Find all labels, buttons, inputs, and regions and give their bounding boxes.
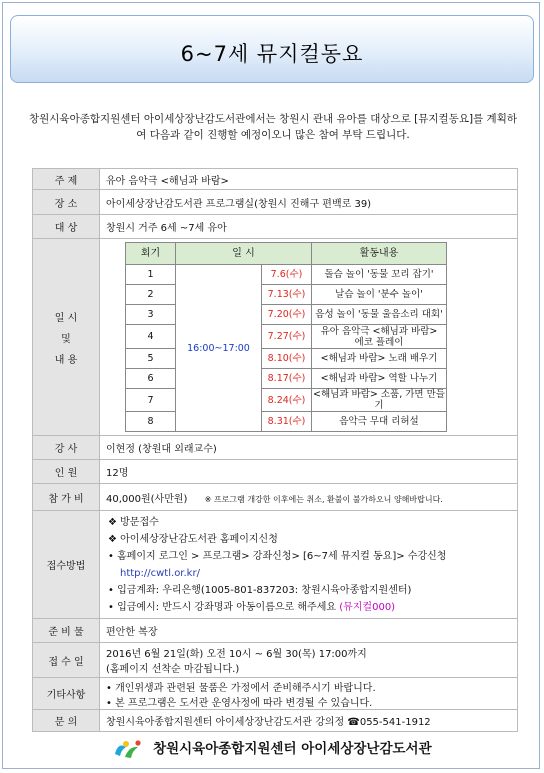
row-target bbox=[33, 215, 518, 239]
schedule-label-2: 및 bbox=[61, 333, 71, 345]
session-date: 8.24(수) bbox=[262, 389, 312, 412]
apply-url-link[interactable]: http://cwtl.or.kr/ bbox=[120, 567, 200, 579]
session-no: 7 bbox=[126, 389, 176, 412]
row-apply bbox=[33, 511, 518, 619]
row-schedule bbox=[33, 239, 518, 436]
session-row bbox=[126, 349, 447, 369]
prep-value: 편안한 복장 bbox=[100, 619, 518, 643]
apply-item-visit: ❖ 방문접수 bbox=[108, 516, 159, 528]
session-no: 4 bbox=[126, 325, 176, 349]
session-no: 1 bbox=[126, 265, 176, 285]
topic-label: 주 제 bbox=[33, 169, 100, 190]
page-title: 6~7세 뮤지컬동요 bbox=[180, 42, 364, 66]
date-line1: 2016년 6월 21일(화) 오전 10시 ~ 6월 30(목) 17:00까지 bbox=[106, 649, 367, 660]
session-activity: 날슴 놀이 '분수 놀이' bbox=[312, 285, 447, 305]
etc-line2: • 본 프로그램은 도서관 운영사정에 따라 변경될 수 있습니다. bbox=[106, 697, 373, 709]
capacity-label: 인 원 bbox=[33, 460, 100, 484]
session-row bbox=[126, 305, 447, 325]
row-contact bbox=[33, 710, 518, 732]
session-activity: <해님과 바람> 역할 나누기 bbox=[312, 369, 447, 389]
center-logo-icon bbox=[112, 738, 144, 760]
contact-label: 문 의 bbox=[33, 710, 100, 732]
header-activity: 활동내용 bbox=[312, 243, 447, 265]
session-activity: <해님과 바람> 소품, 가면 만들기 bbox=[313, 389, 445, 411]
etc-label: 기타사항 bbox=[33, 678, 100, 710]
footer bbox=[0, 737, 544, 760]
prep-label: 준 비 물 bbox=[33, 619, 100, 643]
session-row bbox=[126, 265, 447, 285]
row-etc bbox=[33, 678, 518, 710]
etc-value bbox=[100, 678, 518, 710]
session-activity-line2: 에코 플레이 bbox=[354, 336, 404, 348]
intro-text: 창원시육아종합지원센터 아이세상장난감도서관에서는 창원시 관내 유아를 대상으로 [뮤지컬동요]를 계획하여 다음과 같이 진행할 예정이오니 많은 참여 부탁 드립니다. bbox=[29, 113, 517, 141]
schedule-label bbox=[33, 239, 100, 436]
schedule-cell bbox=[100, 239, 518, 436]
instructor-value: 이현정 (창원대 외래교수) bbox=[100, 436, 518, 460]
session-activity: 돌슴 놀이 '동물 꼬리 잡기' bbox=[312, 265, 447, 285]
session-date: 7.6(수) bbox=[262, 265, 312, 285]
fee-amount: 40,000원(사만원) bbox=[106, 493, 188, 505]
apply-example bbox=[108, 599, 511, 616]
session-no: 8 bbox=[126, 412, 176, 432]
apply-item-homepage: ❖ 아이세상장난감도서관 홈페이지신청 bbox=[108, 533, 278, 545]
fee-label: 참 가 비 bbox=[33, 484, 100, 511]
fee-note: ※ 프로그램 개강한 이후에는 취소, 환불이 불가하오니 양해바랍니다. bbox=[204, 494, 443, 504]
footer-text: 창원시육아종합지원센터 아이세상장난감도서관 bbox=[153, 741, 432, 757]
session-no: 2 bbox=[126, 285, 176, 305]
row-prep bbox=[33, 619, 518, 643]
session-date: 8.31(수) bbox=[262, 412, 312, 432]
session-row bbox=[126, 325, 447, 349]
apply-label: 접수방법 bbox=[33, 511, 100, 619]
session-activity bbox=[312, 325, 447, 349]
schedule-table bbox=[125, 242, 447, 432]
session-date: 8.17(수) bbox=[262, 369, 312, 389]
session-time: 16:00~17:00 bbox=[176, 265, 262, 432]
etc-line1: • 개인위생과 관련된 물품은 가정에서 준비해주시기 바랍니다. bbox=[106, 682, 376, 694]
session-date: 7.27(수) bbox=[262, 325, 312, 349]
schedule-label-1: 일 시 bbox=[54, 312, 78, 324]
row-date bbox=[33, 643, 518, 678]
session-date: 7.13(수) bbox=[262, 285, 312, 305]
session-no: 3 bbox=[126, 305, 176, 325]
place-value: 아이세상장난감도서관 프로그램실(창원시 진해구 편백로 39) bbox=[100, 190, 518, 215]
date-label: 접 수 일 bbox=[33, 643, 100, 678]
session-row bbox=[126, 389, 447, 412]
header-datetime: 일 시 bbox=[176, 243, 312, 265]
session-row bbox=[126, 285, 447, 305]
apply-example-colored: (뮤지컬000) bbox=[336, 601, 396, 613]
apply-item-steps: • 홈페이지 로그인 > 프로그램> 강좌신청> [6~7세 뮤지컬 동요]> 수강신청 bbox=[108, 550, 447, 562]
session-activity: <해님과 바람> 노래 배우기 bbox=[312, 349, 447, 369]
row-capacity bbox=[33, 460, 518, 484]
session-date: 7.20(수) bbox=[262, 305, 312, 325]
target-label: 대 상 bbox=[33, 215, 100, 239]
session-activity-line1: 유아 음악극 <해님과 바람> bbox=[320, 325, 438, 337]
capacity-value: 12명 bbox=[100, 460, 518, 484]
place-label: 장 소 bbox=[33, 190, 100, 215]
apply-example-text: • 입금예시: 반드시 강좌명과 아동이름으로 해주세요 bbox=[108, 601, 337, 613]
fee-value bbox=[100, 484, 518, 511]
row-topic bbox=[33, 169, 518, 190]
title-banner bbox=[10, 15, 534, 83]
session-row bbox=[126, 412, 447, 432]
topic-value: 유아 음악극 <해님과 바람> bbox=[100, 169, 518, 190]
row-instructor bbox=[33, 436, 518, 460]
session-row bbox=[126, 369, 447, 389]
schedule-label-3: 내 용 bbox=[54, 354, 78, 366]
session-activity: 음악극 무대 리허설 bbox=[312, 412, 447, 432]
date-value bbox=[100, 643, 518, 678]
schedule-header-row bbox=[126, 243, 447, 265]
apply-value bbox=[100, 511, 518, 619]
apply-account: • 입금계좌: 우리은행(1005-801-837203: 창원시육아종합지원센터) bbox=[108, 584, 412, 596]
header-session: 회기 bbox=[126, 243, 176, 265]
info-table bbox=[32, 168, 518, 732]
contact-value: 창원시육아종합지원센터 아이세상장난감도서관 강의정 ☎055-541-1912 bbox=[100, 710, 518, 732]
session-no: 6 bbox=[126, 369, 176, 389]
date-line2: (홈페이지 선착순 마감됩니다.) bbox=[106, 664, 240, 675]
instructor-label: 강 사 bbox=[33, 436, 100, 460]
row-fee bbox=[33, 484, 518, 511]
session-activity: 음성 놀이 '동물 울음소리 대회' bbox=[312, 305, 447, 325]
row-place bbox=[33, 190, 518, 215]
session-date: 8.10(수) bbox=[262, 349, 312, 369]
target-value: 창원시 거주 6세 ~7세 유아 bbox=[100, 215, 518, 239]
session-no: 5 bbox=[126, 349, 176, 369]
